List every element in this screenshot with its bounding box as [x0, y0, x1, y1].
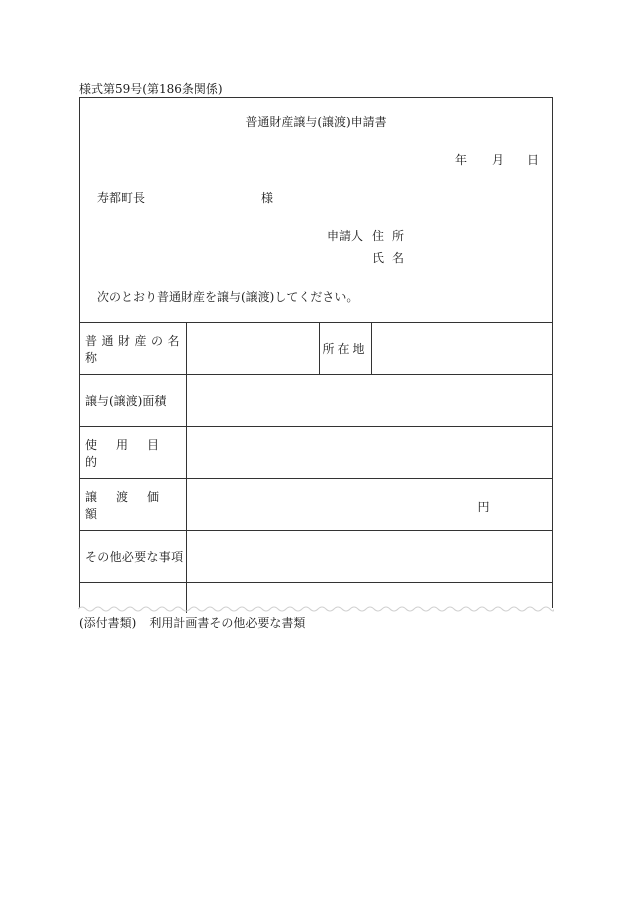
- other-matters-label: その他必要な事項: [80, 531, 186, 583]
- purpose-label: 使用目的: [80, 427, 186, 479]
- transfer-area-value[interactable]: [186, 375, 552, 427]
- attachment-note: [79, 614, 305, 631]
- purpose-value[interactable]: [186, 427, 552, 479]
- addressee-name: 寿都町長: [97, 191, 146, 205]
- table-row: [80, 479, 552, 531]
- location-value[interactable]: [371, 323, 552, 375]
- yen-unit: 円: [477, 500, 490, 514]
- table-row: [80, 323, 552, 375]
- application-form: [79, 97, 553, 608]
- table-row: [80, 427, 552, 479]
- attachment-label: (添付書類): [79, 616, 137, 630]
- transfer-price-value[interactable]: [186, 479, 552, 531]
- form-reference: 様式第59号(第186条関係): [79, 82, 223, 96]
- date-year-label: 年: [455, 153, 468, 167]
- property-name-value[interactable]: [186, 323, 319, 375]
- date-day-label: 日: [527, 153, 540, 167]
- transfer-area-label: 譲与(譲渡)面積: [80, 375, 186, 427]
- property-name-label: 普通財産の名称: [80, 323, 186, 375]
- location-label: 所在地: [319, 323, 371, 375]
- table-row: [80, 375, 552, 427]
- addressee-honorific: 様: [261, 191, 274, 205]
- applicant-name-label: 氏名: [372, 251, 413, 265]
- form-title: 普通財産譲与(譲渡)申請書: [245, 115, 387, 129]
- table-row: [80, 531, 552, 583]
- date-month-label: 月: [492, 153, 505, 167]
- transfer-price-label: 譲渡価額: [80, 479, 186, 531]
- applicant-address-label: 住所: [372, 229, 413, 243]
- request-statement: 次のとおり普通財産を譲与(譲渡)してください。: [97, 290, 359, 304]
- other-matters-value[interactable]: [186, 531, 552, 583]
- property-table: [80, 322, 552, 613]
- tear-edge: [78, 603, 554, 613]
- attachment-value: 利用計画書その他必要な書類: [149, 616, 306, 630]
- applicant-label: 申請人: [327, 229, 364, 243]
